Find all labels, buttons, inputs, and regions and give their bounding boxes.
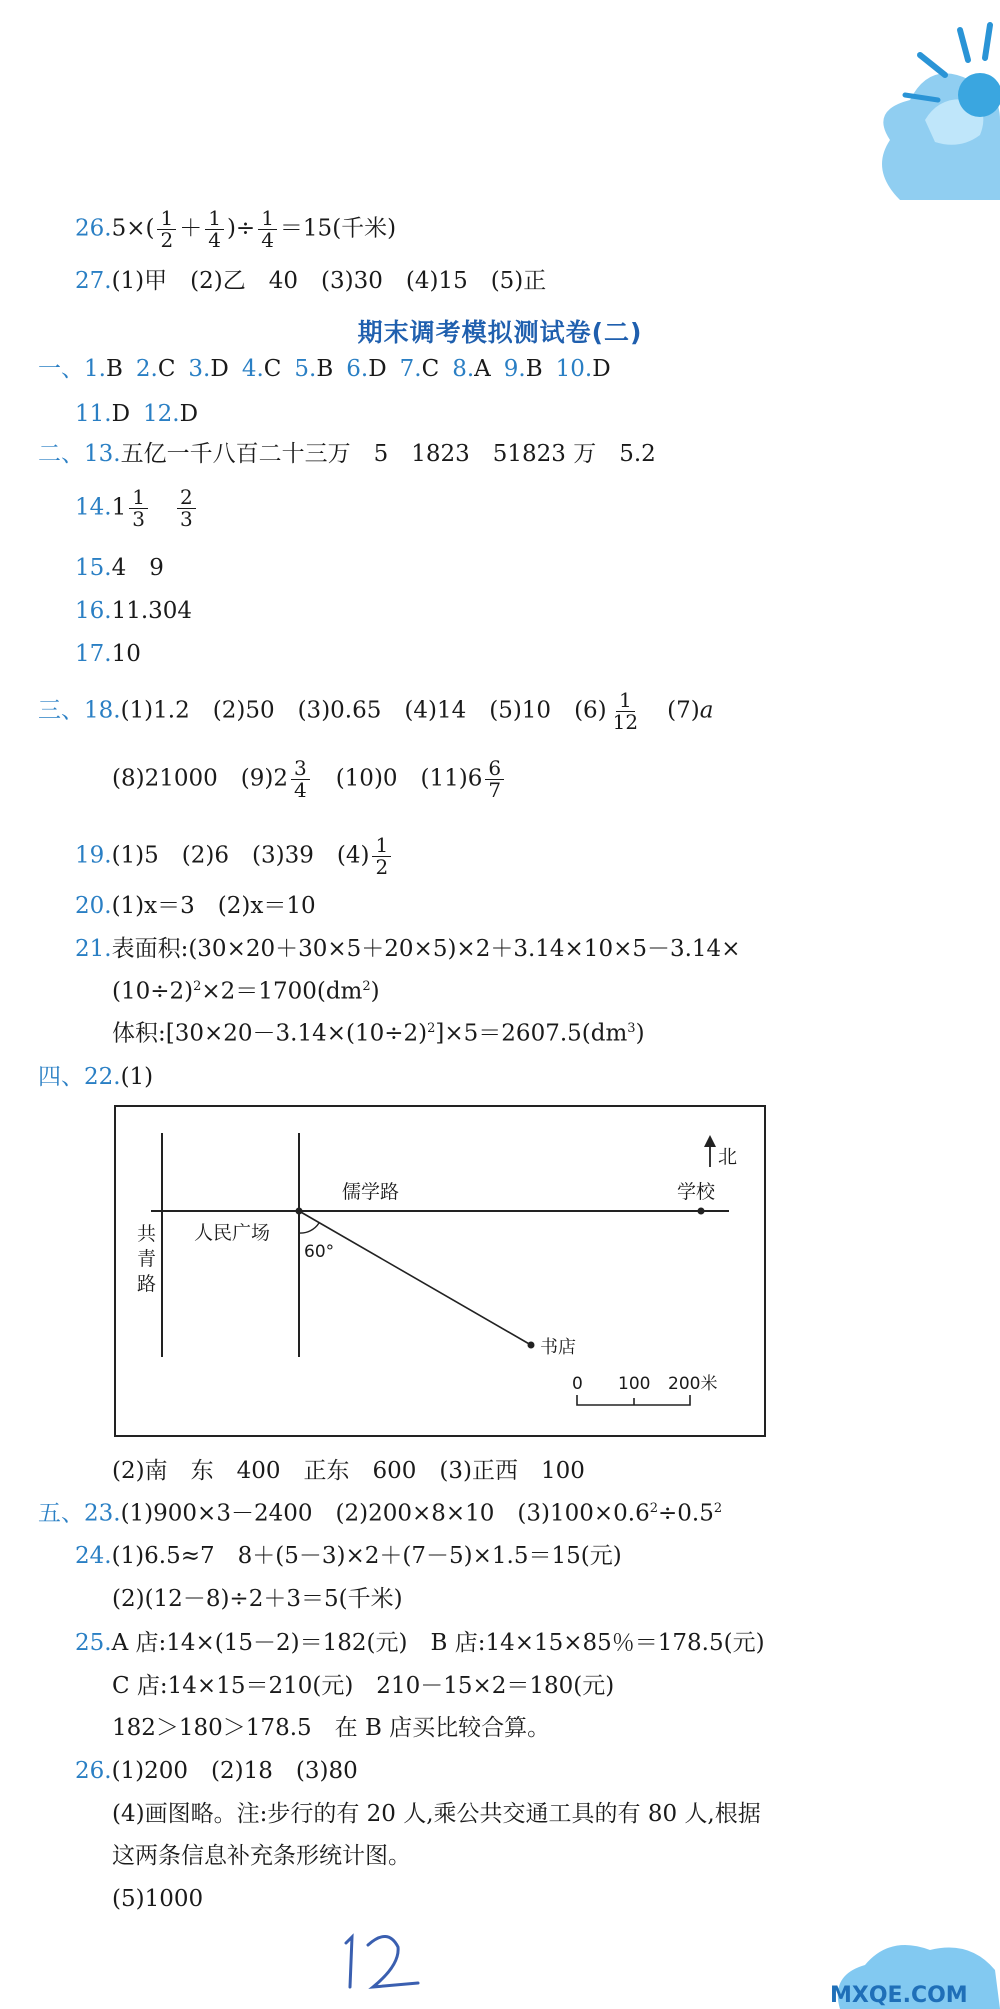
fraction: $\frac{3}{4}$ bbox=[291, 758, 310, 801]
line-18a: 三、18.(1)1.2 (2)50 (3)0.65 (4)14 (5)10 (6) $\frac{1}{12}$ (7)a bbox=[38, 688, 714, 734]
line-23: 五、23.(1)900×3－2400 (2)200×8×10 $(3)100\times 0.6^2\div 0.5^2$ bbox=[38, 1500, 723, 1527]
handwritten-page-number bbox=[338, 1925, 428, 1995]
q1-2: 3.D bbox=[188, 356, 229, 382]
q1-8: 9.B bbox=[503, 356, 543, 382]
line-to-bookstore bbox=[299, 1211, 531, 1345]
q11-1: 12.D bbox=[143, 401, 199, 427]
road-gongqing-label-1: 共 bbox=[137, 1223, 157, 1245]
school-label: 学校 bbox=[677, 1181, 716, 1203]
square-point bbox=[296, 1208, 303, 1215]
line-21c: 体积$:[30\times 20-3.14\times(10\div 2)^2]\times 5=2607.5(dm^3)$ bbox=[112, 1020, 645, 1047]
angle-label: 60° bbox=[304, 1242, 335, 1262]
line-19: 19.(1)5 (2)6 (3)39 (4) $\frac{1}{2}$ bbox=[75, 835, 394, 878]
school-point bbox=[698, 1208, 705, 1215]
line-24b: (2)(12－8)÷2＋3＝5(千米) bbox=[112, 1586, 403, 1612]
fraction: $\frac{2}{3}$ bbox=[177, 487, 196, 530]
q1-9: 10.D bbox=[555, 356, 611, 382]
line-22a: 四、22.(1) bbox=[38, 1064, 154, 1090]
line-18b: (8)21000 (9)2 $\frac{3}{4}$ (10)0 (11)6 $\frac{6}{7}$ bbox=[112, 758, 507, 801]
fraction: $\frac{1}{2}$ bbox=[157, 208, 176, 251]
fraction: $\frac{1}{4}$ bbox=[258, 208, 277, 251]
angle-arc bbox=[299, 1223, 319, 1233]
scale-100: 100 bbox=[618, 1374, 651, 1394]
bookstore-point bbox=[528, 1342, 535, 1349]
road-ruxue-label: 儒学路 bbox=[342, 1181, 400, 1203]
q11-0: 11.D bbox=[75, 401, 131, 427]
svg-text:MXQE.COM: MXQE.COM bbox=[830, 1983, 968, 2008]
line-24a: 24.(1)6.5≈7 8＋(5－3)×2＋(7－5)×1.5＝15(元) bbox=[75, 1543, 622, 1569]
line-15: 15.4 9 bbox=[75, 555, 164, 581]
line-17: 17.10 bbox=[75, 641, 141, 667]
line-26a: 26.(1)200 (2)18 (3)80 bbox=[75, 1758, 358, 1784]
fraction: $\frac{1}{2}$ bbox=[372, 835, 391, 878]
line-20: 20.(1)x＝3 (2)x＝10 bbox=[75, 893, 316, 919]
fraction: $\frac{6}{7}$ bbox=[485, 758, 504, 801]
scale-200: 200米 bbox=[668, 1374, 718, 1394]
road-gongqing-label-2: 青 bbox=[137, 1248, 157, 1270]
line-26-top: 26.5×( $\frac{1}{2}$ ＋ $\frac{1}{4}$ )÷ $\frac{1}{4}$ ＝15(千米) bbox=[75, 206, 397, 252]
q1-7: 8.A bbox=[452, 356, 491, 382]
scale-0: 0 bbox=[572, 1374, 583, 1394]
north-label: 北 bbox=[718, 1146, 738, 1168]
q1-3: 4.C bbox=[241, 356, 282, 382]
line-25c: 182＞180＞178.5 在 B 店买比较合算。 bbox=[112, 1715, 551, 1741]
line-21a: 21.表面积:(30×20＋30×5＋20×5)×2＋3.14×10×5－3.14× bbox=[75, 936, 741, 962]
line-26d: (5)1000 bbox=[112, 1886, 204, 1912]
line-22b: (2)南 东 400 正东 600 (3)正西 100 bbox=[112, 1458, 585, 1484]
section-title: 期末调考模拟测试卷(二) bbox=[357, 318, 643, 347]
line-13: 二、13.五亿一千八百二十三万 5 1823 51823 万 5.2 bbox=[38, 441, 656, 467]
line-25b: C 店:14×15＝210(元) 210－15×2＝180(元) bbox=[112, 1673, 615, 1699]
watermark-logo bbox=[820, 1920, 1000, 2009]
road-gongqing-label-3: 路 bbox=[137, 1273, 157, 1295]
section-1-line-2 bbox=[75, 403, 211, 426]
q1-4: 5.B bbox=[294, 356, 334, 382]
line-25a: 25.A 店:14×(15－2)＝182(元) B 店:14×15×85％＝178.5(元) bbox=[75, 1630, 765, 1656]
line-27: 27.(1)甲 (2)乙 40 (3)30 (4)15 (5)正 bbox=[75, 268, 547, 294]
line-26c: 这两条信息补充条形统计图。 bbox=[112, 1843, 411, 1869]
line-14: 14.1 $\frac{1}{3}$ $\frac{2}{3}$ bbox=[75, 487, 199, 530]
bookstore-label: 书店 bbox=[540, 1337, 576, 1358]
fraction: $\frac{1}{4}$ bbox=[205, 208, 224, 251]
direction-map bbox=[114, 1105, 766, 1437]
q1-6: 7.C bbox=[399, 356, 440, 382]
line-16: 16.11.304 bbox=[75, 598, 193, 624]
fraction: $\frac{1}{3}$ bbox=[129, 487, 148, 530]
sun-splash-decoration bbox=[830, 0, 1000, 200]
q1-1: 2.C bbox=[135, 356, 176, 382]
q1-0: 1.B bbox=[84, 356, 123, 382]
square-label: 人民广场 bbox=[194, 1222, 271, 1244]
section-1-line-1: 一、1.B 2.C 3.D 4.C 5.B 6.D 7.C 8.A 9.B 10.D bbox=[38, 356, 611, 382]
north-arrow-head bbox=[704, 1135, 716, 1147]
line-26b: (4)画图略。注:步行的有 20 人,乘公共交通工具的有 80 人,根据 bbox=[112, 1801, 761, 1827]
fraction: $\frac{1}{12}$ bbox=[612, 688, 639, 734]
q1-5: 6.D bbox=[346, 356, 387, 382]
line-21b: $(10\div 2)^2\times 2=1700(dm^2)$ bbox=[112, 978, 380, 1005]
